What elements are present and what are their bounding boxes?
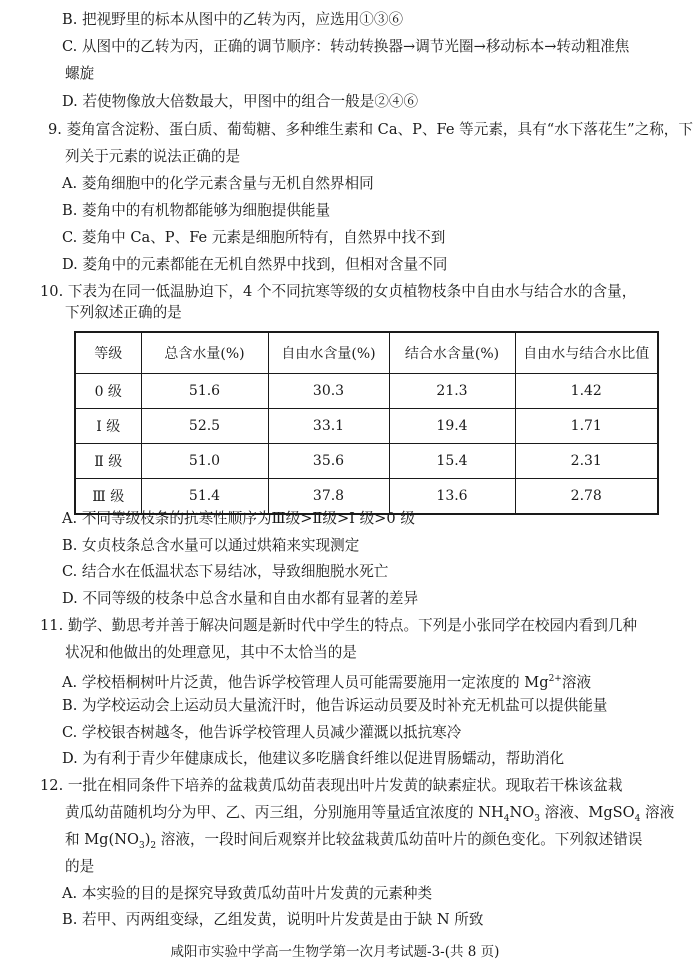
table-row [75, 374, 658, 409]
q11a-text-end: 溶液 [561, 673, 592, 691]
table-cell: Ⅱ 级 [75, 444, 141, 479]
page-footer: 咸阳市实验中学高一生物学第一次月考试题-3-(共 8 页) [170, 944, 500, 960]
q11a-charge: 2+ [548, 674, 562, 684]
q10-option-a: A. 不同等级枝条的抗寒性顺序为Ⅲ级>Ⅱ级>Ⅰ 级>0 级 [62, 510, 415, 527]
q10-stem: 10. 下表为在同一低温胁迫下，4 个不同抗寒等级的女贞植物枝条中自由水与结合水的含量， [40, 283, 637, 300]
q10-option-b: B. 女贞枝条总含水量可以通过烘箱来实现测定 [62, 537, 360, 554]
q12-sub: 2 [150, 840, 157, 851]
table-cell: 37.8 [268, 479, 389, 515]
table-cell: 1.71 [515, 409, 658, 444]
q11-option-b: B. 为学校运动会上运动员大量流汗时，他告诉运动员要及时补充无机盐可以提供能量 [62, 697, 608, 714]
q10-option-c: C. 结合水在低温状态下易结冰，导致细胞脱水死亡 [62, 563, 389, 580]
q12-text: 溶液，一段时间后观察并比较盆栽黄瓜幼苗叶片的颜色变化。下列叙述错误 [156, 831, 643, 848]
table-header: 自由水与结合水比值 [515, 332, 658, 374]
table-cell: 35.6 [268, 444, 389, 479]
q8-option-b: B. 把视野里的标本从图中的乙转为丙，应选用①③⑥ [62, 11, 404, 28]
q8-option-c-cont: 螺旋 [65, 65, 95, 82]
table-cell: 0 级 [75, 374, 141, 409]
table-header-row [75, 332, 658, 374]
q10-option-d: D. 不同等级的枝条中总含水量和自由水都有显著的差异 [62, 590, 419, 607]
q12-text: 和 Mg(NO [65, 831, 139, 848]
q10-stem-cont: 下列叙述正确的是 [65, 304, 182, 321]
table-cell: 51.0 [141, 444, 268, 479]
table-cell: 33.1 [268, 409, 389, 444]
table-header: 结合水含量(%) [389, 332, 515, 374]
table-row [75, 409, 658, 444]
q12-sub: 4 [503, 813, 510, 824]
q9-option-d: D. 菱角中的元素都能在无机自然界中找到，但相对含量不同 [62, 256, 448, 273]
table-header: 自由水含量(%) [268, 332, 389, 374]
table-cell: Ⅲ 级 [75, 479, 141, 515]
q12-text: 黄瓜幼苗随机均分为甲、乙、丙三组，分别施用等量适宜浓度的 NH [65, 804, 504, 821]
q9-option-c: C. 菱角中 Ca、P、Fe 元素是细胞所特有，自然界中找不到 [62, 229, 446, 246]
q9-option-b: B. 菱角中的有机物都能够为细胞提供能量 [62, 202, 331, 219]
q11-option-d: D. 为有利于青少年健康成长，他建议多吃膳食纤维以促进胃肠蠕动，帮助消化 [62, 750, 565, 767]
q12-stem: 12. 一批在相同条件下培养的盆栽黄瓜幼苗表现出叶片发黄的缺素症状。现取若干株该盆栽 [40, 777, 623, 794]
table-cell: 19.4 [389, 409, 515, 444]
table-row [75, 444, 658, 479]
table-cell: 2.31 [515, 444, 658, 479]
table-cell: 51.4 [141, 479, 268, 515]
q12-sub: 4 [634, 813, 641, 824]
q12-stem-cont-2 [65, 830, 642, 856]
q12-sub: 3 [138, 840, 145, 851]
table-cell: 13.6 [389, 479, 515, 515]
table-cell: 51.6 [141, 374, 268, 409]
q11a-text: A. 学校梧桐树叶片泛黄，他告诉学校管理人员可能需要施用一定浓度的 Mg [62, 673, 549, 691]
table-cell: 15.4 [389, 444, 515, 479]
q8-option-c: C. 从图中的乙转为丙，正确的调节顺序：转动转换器→调节光圈→移动标本→转动粗准焦 [62, 38, 630, 55]
q9-stem: 9. 菱角富含淀粉、蛋白质、葡萄糖、多种维生素和 Ca、P、Fe 等元素，具有“水下落花生”之称，下 [48, 121, 693, 138]
water-content-table [74, 331, 659, 515]
table-cell: Ⅰ 级 [75, 409, 141, 444]
q11-stem: 11. 勤学、勤思考并善于解决问题是新时代中学生的特点。下列是小张同学在校园内看到几种 [40, 617, 638, 634]
q12-sub: 3 [534, 813, 540, 824]
q11-option-c: C. 学校银杏树越冬，他告诉学校管理人员减少灌溉以抵抗寒冷 [62, 724, 462, 741]
table-header: 总含水量(%) [141, 332, 268, 374]
q12-text: 溶液、MgSO [539, 804, 635, 821]
q11-option-a [62, 669, 591, 693]
q12-text: NO [509, 804, 535, 821]
table-cell: 52.5 [141, 409, 268, 444]
q12-stem-cont-1 [65, 803, 674, 829]
table-cell: 30.3 [268, 374, 389, 409]
table-cell: 21.3 [389, 374, 515, 409]
q12-option-b: B. 若甲、丙两组变绿，乙组发黄，说明叶片发黄是由于缺 N 所致 [62, 911, 484, 928]
q12-text: ) [144, 831, 151, 848]
q9-stem-cont: 列关于元素的说法正确的是 [65, 148, 241, 165]
q9-option-a: A. 菱角细胞中的化学元素含量与无机自然界相同 [62, 175, 374, 192]
q12-option-a: A. 本实验的目的是探究导致黄瓜幼苗叶片发黄的元素种类 [62, 885, 433, 902]
q12-text: 溶液 [640, 804, 675, 821]
q8-option-d: D. 若使物像放大倍数最大，甲图中的组合一般是②④⑥ [62, 93, 419, 110]
table-header: 等级 [75, 332, 141, 374]
q11-stem-cont: 状况和他做出的处理意见，其中不太恰当的是 [65, 644, 357, 661]
table-cell: 2.78 [515, 479, 658, 515]
q12-stem-cont-3: 的是 [65, 858, 95, 875]
table-cell: 1.42 [515, 374, 658, 409]
